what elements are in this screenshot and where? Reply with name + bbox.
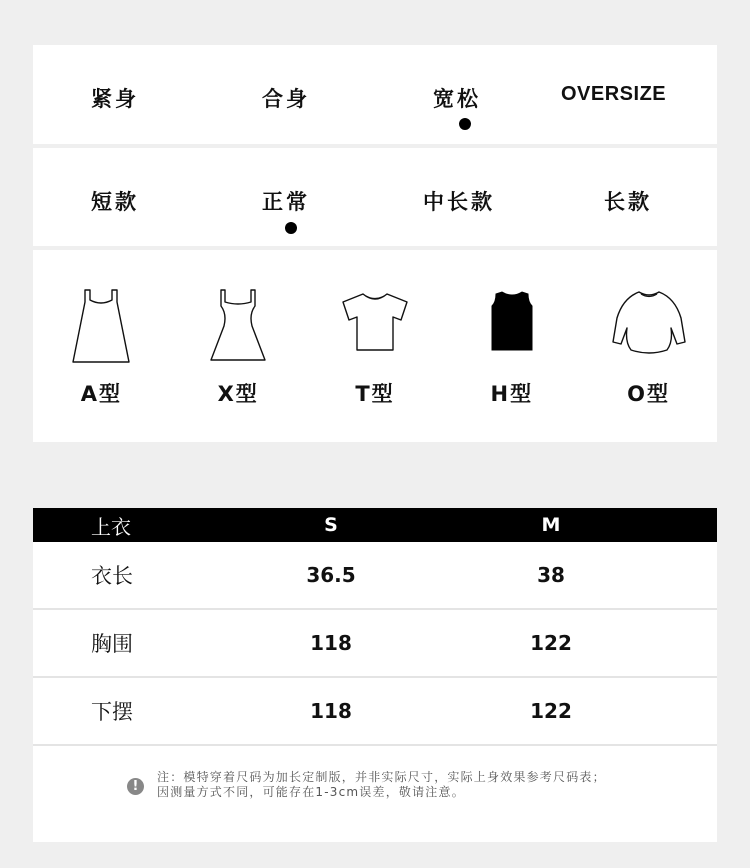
- fit-option-loose: [375, 45, 546, 144]
- row-label: 衣长: [91, 564, 133, 588]
- row-label: 胸围: [91, 632, 133, 656]
- header-cell-size-m: M: [541, 514, 561, 536]
- silhouette-option-h: [443, 250, 580, 442]
- fit-option-label: OVERSIZE: [561, 83, 667, 105]
- cocoon-sweater-icon: [611, 288, 687, 356]
- size-table: [33, 508, 717, 746]
- cell-value-m: 122: [530, 699, 572, 723]
- length-option-label: 长款: [604, 190, 652, 214]
- length-option-normal: [204, 148, 375, 246]
- length-selector: [33, 148, 717, 246]
- cell-value-s: 36.5: [306, 563, 356, 587]
- cell-value-s: 118: [310, 699, 352, 723]
- a-line-dress-icon: [70, 288, 132, 364]
- fit-option-label: 紧身: [91, 87, 139, 111]
- fit-selector: [33, 45, 717, 144]
- silhouette-label: H型: [490, 382, 534, 406]
- fit-option-tight: [33, 45, 204, 144]
- length-option-label: 短款: [91, 190, 139, 214]
- fit-option-oversize: [546, 45, 717, 144]
- selected-indicator-dot: [285, 222, 297, 234]
- fit-option-label: 合身: [262, 87, 310, 111]
- note-text: [157, 770, 606, 800]
- length-option-label: 正常: [262, 190, 310, 214]
- length-option-short: [33, 148, 204, 246]
- measurement-note: [33, 746, 717, 842]
- header-cell-category: 上衣: [91, 514, 131, 539]
- table-row: [33, 542, 717, 610]
- cell-value-s: 118: [310, 631, 352, 655]
- silhouette-label: T型: [355, 382, 395, 406]
- table-row: [33, 610, 717, 678]
- silhouette-option-x: [170, 250, 307, 442]
- note-line-2: 因测量方式不同，可能存在1-3cm误差，敬请注意。: [157, 785, 465, 799]
- silhouette-selector: [33, 250, 717, 442]
- tank-top-icon: [488, 288, 536, 352]
- note-line-1: 注：模特穿着尺码为加长定制版，并非实际尺寸，实际上身效果参考尺码表；: [157, 770, 606, 784]
- length-option-long: [546, 148, 717, 246]
- silhouette-option-o: [580, 250, 717, 442]
- t-shirt-icon: [339, 288, 411, 352]
- info-icon: !: [127, 778, 144, 795]
- table-header: [33, 508, 717, 542]
- silhouette-option-a: [33, 250, 170, 442]
- silhouette-option-t: [307, 250, 444, 442]
- cell-value-m: 38: [537, 563, 565, 587]
- x-line-dress-icon: [207, 288, 269, 364]
- silhouette-label: X型: [217, 382, 259, 406]
- fit-option-label: 宽松: [433, 87, 481, 111]
- silhouette-label: A型: [80, 382, 123, 406]
- selected-indicator-dot: [459, 118, 471, 130]
- length-option-label: 中长款: [423, 190, 495, 214]
- length-option-midlong: [375, 148, 546, 246]
- cell-value-m: 122: [530, 631, 572, 655]
- header-cell-size-s: S: [324, 514, 338, 536]
- table-row: [33, 678, 717, 746]
- fit-option-regular: [204, 45, 375, 144]
- silhouette-label: O型: [627, 382, 671, 406]
- row-label: 下摆: [91, 700, 133, 724]
